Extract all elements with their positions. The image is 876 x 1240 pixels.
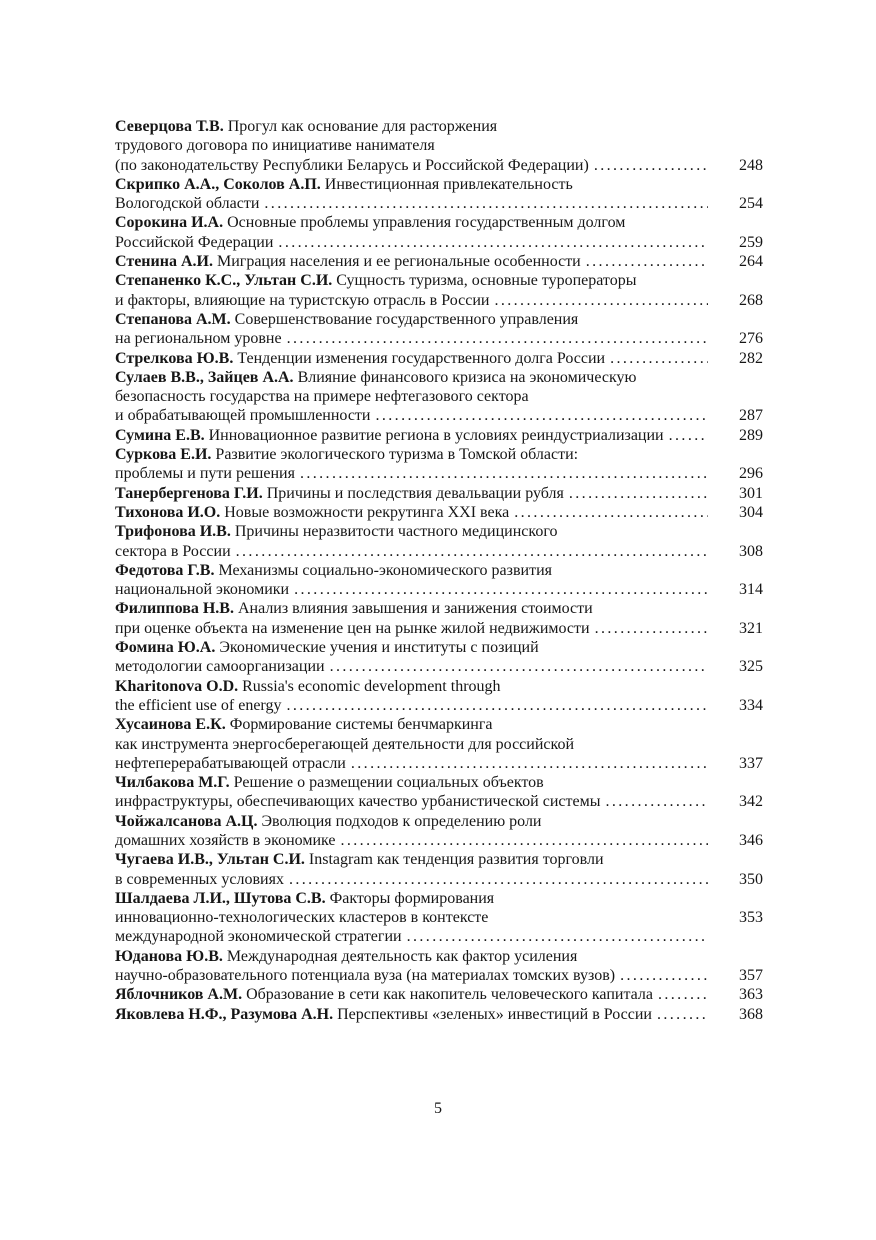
- toc-entry-title: [115, 1005, 652, 1024]
- toc-list: [115, 117, 763, 1024]
- dot-leader: [375, 406, 708, 425]
- toc-entry-text: Международная деятельность как фактор усиления: [226, 947, 578, 965]
- toc-entry-line: [115, 657, 763, 676]
- toc-entry-title: [115, 947, 577, 966]
- page-footer-number: 5: [434, 1100, 442, 1117]
- toc-entry-line: [115, 503, 763, 522]
- toc-entry: [115, 426, 763, 445]
- toc-entry: [115, 985, 763, 1004]
- toc-entry-authors: Сорокина И.А.: [115, 214, 224, 232]
- toc-entry-title: [115, 561, 552, 580]
- toc-entry-line: [115, 735, 763, 754]
- toc-entry-authors: Степанова А.М.: [115, 310, 231, 328]
- toc-page-number: 308: [739, 542, 763, 560]
- toc-entry-text: Эволюция подходов к определению роли: [261, 812, 542, 830]
- toc-entry-title: [115, 522, 558, 541]
- toc-entry-authors: Федотова Г.В.: [115, 561, 215, 579]
- toc-entry-title: [115, 657, 325, 676]
- toc-entry-text: Основные проблемы управления государственным долгом: [227, 214, 626, 232]
- toc-entry-title: [115, 870, 284, 889]
- toc-entry-text: Инновационное развитие региона в условиях реиндустриализации: [208, 426, 664, 444]
- toc-entry-authors: Чойжалсанова А.Ц.: [115, 812, 258, 830]
- toc-entry-line: [115, 464, 763, 483]
- toc-entry: [115, 310, 763, 349]
- toc-entry-line: [115, 580, 763, 599]
- toc-entry-title: [115, 677, 501, 696]
- toc-entry-text: (по законодательству Республики Беларусь и Российской Федерации): [115, 156, 589, 174]
- toc-entry-line: [115, 213, 763, 232]
- toc-entry-line: [115, 908, 763, 927]
- toc-entry-title: [115, 213, 625, 232]
- dot-leader: [494, 291, 708, 310]
- toc-page-number: 334: [739, 696, 763, 714]
- toc-entry-title: [115, 696, 281, 715]
- toc-page-number: 276: [739, 330, 763, 348]
- toc-entry-authors: Филиппова Н.В.: [115, 600, 234, 618]
- toc-entry: [115, 175, 763, 214]
- toc-entry: [115, 117, 763, 175]
- dot-leader: [287, 329, 708, 348]
- toc-entry-title: [115, 715, 493, 734]
- toc-page-number: 287: [739, 407, 763, 425]
- toc-entry-text: международной экономической стратегии: [115, 928, 402, 946]
- dot-leader: [264, 194, 708, 213]
- dot-leader: [340, 831, 708, 850]
- toc-entry-title: [115, 773, 544, 792]
- toc-entry-line: [115, 156, 763, 175]
- toc-entry-authors: Шалдаева Л.И., Шутова С.В.: [115, 889, 326, 907]
- dot-leader: [278, 233, 708, 252]
- dot-leader: [300, 464, 708, 483]
- toc-entry-title: [115, 136, 435, 155]
- toc-entry-text: Прогул как основание для расторжения: [227, 118, 498, 135]
- toc-entry-line: [115, 194, 763, 213]
- toc-entry-text: Совершенствование государственного управления: [234, 310, 579, 328]
- toc-entry-text: Российской Федерации: [115, 233, 274, 251]
- toc-entry-line: [115, 136, 763, 155]
- toc-entry-text: Развитие экологического туризма в Томской области:: [215, 446, 579, 464]
- toc-entry-line: [115, 812, 763, 831]
- dot-leader: [407, 927, 708, 946]
- dot-leader: [330, 657, 708, 676]
- toc-entry-line: [115, 850, 763, 869]
- toc-entry-text: на региональном уровне: [115, 330, 282, 348]
- toc-entry-text: Инвестиционная привлекательность: [324, 175, 573, 193]
- toc-entry: [115, 271, 763, 310]
- toc-entry-text: Формирование системы бенчмаркинга: [229, 716, 493, 734]
- toc-entry-text: Влияние финансового кризиса на экономическую: [297, 368, 637, 386]
- toc-entry-line: [115, 271, 763, 290]
- toc-page-number: 363: [739, 986, 763, 1004]
- toc-entry-title: [115, 927, 402, 946]
- toc-entry-line: [115, 175, 763, 194]
- toc-page-number: 289: [739, 426, 763, 444]
- toc-entry-text: трудового договора по инициативе нанимателя: [115, 137, 435, 155]
- toc-entry-title: [115, 889, 494, 908]
- toc-entry-title: [115, 908, 488, 927]
- toc-entry-title: [115, 368, 636, 387]
- toc-entry-title: [115, 850, 604, 869]
- toc-entry-authors: Тихонова И.О.: [115, 503, 221, 521]
- toc-page-number: 314: [739, 581, 763, 599]
- toc-entry-title: [115, 445, 578, 464]
- toc-entry-title: [115, 175, 573, 194]
- toc-entry-authors: Kharitonova O.D.: [115, 677, 239, 695]
- toc-entry-line: [115, 773, 763, 792]
- toc-entry: [115, 445, 763, 484]
- toc-entry-text: Причины неразвитости частного медицинского: [234, 523, 558, 541]
- toc-entry-authors: Стрелкова Ю.В.: [115, 349, 234, 367]
- toc-entry-text: в современных условиях: [115, 870, 284, 888]
- toc-entry-title: [115, 985, 653, 1004]
- toc-entry-line: [115, 966, 763, 985]
- toc-entry-text: проблемы и пути решения: [115, 465, 295, 483]
- toc-entry-text: инфраструктуры, обеспечивающих качество урбанистической системы: [115, 793, 601, 811]
- toc-page-number: 346: [739, 831, 763, 849]
- toc-entry-text: и обрабатывающей промышленности: [115, 407, 371, 425]
- toc-entry-line: [115, 889, 763, 908]
- dot-leader: [351, 754, 708, 773]
- toc-entry-text: Факторы формирования: [329, 889, 495, 907]
- toc-entry-authors: Сумина Е.В.: [115, 426, 205, 444]
- toc-entry: [115, 561, 763, 600]
- dot-leader: [657, 1005, 708, 1024]
- dot-leader: [289, 870, 708, 889]
- toc-entry-line: [115, 696, 763, 715]
- toc-entry: [115, 368, 763, 426]
- toc-entry-text: Анализ влияния завышения и занижения стоимости: [237, 600, 593, 618]
- dot-leader: [236, 542, 708, 561]
- toc-entry-title: [115, 271, 636, 290]
- toc-entry: [115, 252, 763, 271]
- toc-entry-authors: Трифонова И.В.: [115, 523, 231, 541]
- toc-entry-title: [115, 831, 335, 850]
- toc-entry-line: [115, 291, 763, 310]
- toc-entry-authors: Яковлева Н.Ф., Разумова А.Н.: [115, 1005, 334, 1023]
- toc-entry-text: Новые возможности рекрутинга XXI века: [224, 503, 510, 521]
- toc-entry-text: инновационно-технологических кластеров в контексте: [115, 909, 489, 927]
- toc-entry-text: при оценке объекта на изменение цен на рынке жилой недвижимости: [115, 619, 590, 637]
- toc-entry-authors: Степаненко К.С., Ультан С.И.: [115, 272, 333, 290]
- dot-leader: [658, 985, 708, 1004]
- toc-entry-text: безопасность государства на примере нефтегазового сектора: [115, 388, 529, 406]
- toc-entry-line: [115, 233, 763, 252]
- toc-entry: [115, 484, 763, 503]
- toc-entry-title: [115, 117, 497, 136]
- toc-entry-title: [115, 735, 574, 754]
- toc-entry-title: [115, 349, 605, 368]
- toc-entry-line: [115, 754, 763, 773]
- dot-leader: [669, 426, 708, 445]
- toc-entry: [115, 773, 763, 812]
- toc-entry-text: Решение о размещении социальных объектов: [233, 774, 544, 792]
- toc-entry-text: Механизмы социально-экономического развития: [218, 561, 552, 579]
- toc-entry-text: нефтеперерабатывающей отрасли: [115, 754, 346, 772]
- toc-entry-title: [115, 426, 664, 445]
- toc-entry-line: [115, 445, 763, 464]
- toc-page-number: 357: [739, 967, 763, 985]
- toc-entry-line: [115, 406, 763, 425]
- toc-entry-line: [115, 542, 763, 561]
- toc-entry-line: [115, 599, 763, 618]
- toc-entry-line: [115, 310, 763, 329]
- toc-entry-text: Образование в сети как накопитель человеческого капитала: [246, 986, 653, 1004]
- toc-entry-title: [115, 542, 231, 561]
- toc-entry: [115, 947, 763, 986]
- toc-entry-authors: Сулаев В.В., Зайцев А.А.: [115, 368, 294, 386]
- toc-entry-text: домашних хозяйств в экономике: [115, 831, 336, 849]
- toc-entry: [115, 850, 763, 889]
- dot-leader: [595, 619, 708, 638]
- toc-entry-line: [115, 349, 763, 368]
- toc-entry: [115, 715, 763, 773]
- toc-entry-title: [115, 966, 615, 985]
- toc-entry-line: [115, 677, 763, 696]
- dot-leader: [514, 503, 708, 522]
- toc-entry-text: как инструмента энергосберегающей деятельности для российской: [115, 735, 575, 753]
- toc-page-number: 259: [739, 233, 763, 251]
- toc-entry-line: [115, 715, 763, 734]
- dot-leader: [594, 156, 708, 175]
- toc-entry-text: Вологодской области: [115, 195, 260, 213]
- toc-page-number: 342: [739, 793, 763, 811]
- toc-entry-authors: Танербергенова Г.И.: [115, 484, 263, 502]
- toc-page-number: 368: [739, 1005, 763, 1023]
- toc-entry-text: Перспективы «зеленых» инвестиций в России: [337, 1005, 652, 1023]
- toc-entry-text: национальной экономики: [115, 581, 290, 599]
- toc-entry-authors: Стенина А.И.: [115, 253, 213, 271]
- toc-entry-line: [115, 831, 763, 850]
- dot-leader: [605, 792, 708, 811]
- toc-entry: [115, 213, 763, 252]
- toc-entry: [115, 349, 763, 368]
- toc-page-number: 248: [739, 156, 763, 174]
- toc-page-number: 321: [739, 619, 763, 637]
- toc-entry: [115, 638, 763, 677]
- toc-entry-authors: Хусаинова Е.К.: [115, 716, 226, 734]
- toc-entry-line: [115, 387, 763, 406]
- toc-entry-title: [115, 406, 370, 425]
- toc-entry: [115, 1005, 763, 1024]
- toc-entry-authors: Юданова Ю.В.: [115, 947, 223, 965]
- toc-entry-authors: Северцова Т.В.: [115, 118, 224, 135]
- toc-entry: [115, 522, 763, 561]
- toc-page-number: 268: [739, 291, 763, 309]
- toc-entry-line: [115, 484, 763, 503]
- toc-entry-authors: Фомина Ю.А.: [115, 639, 216, 657]
- toc-entry-text: Russia's economic development through: [242, 677, 501, 695]
- toc-entry-line: [115, 1005, 763, 1024]
- toc-entry-authors: Скрипко А.А., Соколов А.П.: [115, 175, 321, 193]
- toc-entry-title: [115, 156, 589, 175]
- toc-entry-title: [115, 387, 529, 406]
- toc-entry-title: [115, 464, 295, 483]
- dot-leader: [620, 966, 708, 985]
- toc-entry-line: [115, 927, 763, 946]
- toc-entry-text: Instagram как тенденция развития торговли: [308, 851, 604, 869]
- toc-entry-authors: Суркова Е.И.: [115, 446, 212, 464]
- toc-entry: [115, 599, 763, 638]
- toc-entry-text: Сущность туризма, основные туроператоры: [336, 272, 637, 290]
- toc-page-number: 301: [739, 484, 763, 502]
- dot-leader: [586, 252, 708, 271]
- dot-leader: [610, 349, 708, 368]
- toc-entry-line: [115, 638, 763, 657]
- toc-entry-title: [115, 619, 590, 638]
- toc-entry-line: [115, 329, 763, 348]
- toc-entry-title: [115, 194, 259, 213]
- dot-leader: [569, 484, 708, 503]
- toc-page-number: 353: [739, 909, 763, 927]
- toc-entry-title: [115, 754, 346, 773]
- dot-leader: [294, 580, 708, 599]
- toc-entry-line: [115, 368, 763, 387]
- toc-entry-line: [115, 522, 763, 541]
- toc-page-number: 282: [739, 349, 763, 367]
- toc-entry-text: научно-образовательного потенциала вуза (на материалах томских вузов): [115, 967, 616, 985]
- toc-entry-title: [115, 638, 539, 657]
- toc-entry: [115, 889, 763, 947]
- toc-page-number: 254: [739, 195, 763, 213]
- toc-entry-authors: Чилбакова М.Г.: [115, 774, 230, 792]
- toc-entry-text: методологии самоорганизации: [115, 658, 325, 676]
- toc-entry-title: [115, 792, 600, 811]
- toc-entry-text: the efficient use of energy: [115, 696, 282, 714]
- toc-entry-line: [115, 792, 763, 811]
- toc-entry-line: [115, 947, 763, 966]
- toc-entry-title: [115, 503, 509, 522]
- toc-page-number: 296: [739, 465, 763, 483]
- toc-page-number: 264: [739, 253, 763, 271]
- toc-entry-title: [115, 580, 289, 599]
- toc-entry-line: [115, 117, 763, 136]
- toc-entry-line: [115, 985, 763, 1004]
- toc-page-number: 304: [739, 503, 763, 521]
- toc-entry-title: [115, 484, 564, 503]
- toc-entry-line: [115, 252, 763, 271]
- toc-entry-line: [115, 870, 763, 889]
- toc-entry-title: [115, 252, 581, 271]
- toc-entry-line: [115, 426, 763, 445]
- toc-entry: [115, 677, 763, 716]
- toc-page-number: 350: [739, 870, 763, 888]
- toc-entry-line: [115, 619, 763, 638]
- toc-entry-title: [115, 233, 273, 252]
- toc-entry-text: Миграция населения и ее региональные особенности: [216, 253, 581, 271]
- toc-entry-authors: Яблочников А.М.: [115, 986, 243, 1004]
- toc-entry-title: [115, 812, 542, 831]
- toc-entry: [115, 812, 763, 851]
- toc-entry-text: Причины и последствия девальвации рубля: [266, 484, 564, 502]
- toc-page-number: 337: [739, 754, 763, 772]
- toc-entry-text: сектора в России: [115, 542, 231, 560]
- toc-entry-title: [115, 291, 489, 310]
- toc-entry-title: [115, 310, 578, 329]
- toc-entry-text: Тенденции изменения государственного долга России: [237, 349, 606, 367]
- toc-entry-text: Экономические учения и институты с позиций: [219, 639, 539, 657]
- toc-entry-text: и факторы, влияющие на туристскую отрасль в России: [115, 291, 490, 309]
- toc-page-number: 325: [739, 658, 763, 676]
- toc-entry-title: [115, 329, 282, 348]
- toc-entry-line: [115, 561, 763, 580]
- toc-entry-title: [115, 599, 593, 618]
- toc-entry: [115, 503, 763, 522]
- dot-leader: [286, 696, 708, 715]
- toc-entry-authors: Чугаева И.В., Ультан С.И.: [115, 851, 305, 869]
